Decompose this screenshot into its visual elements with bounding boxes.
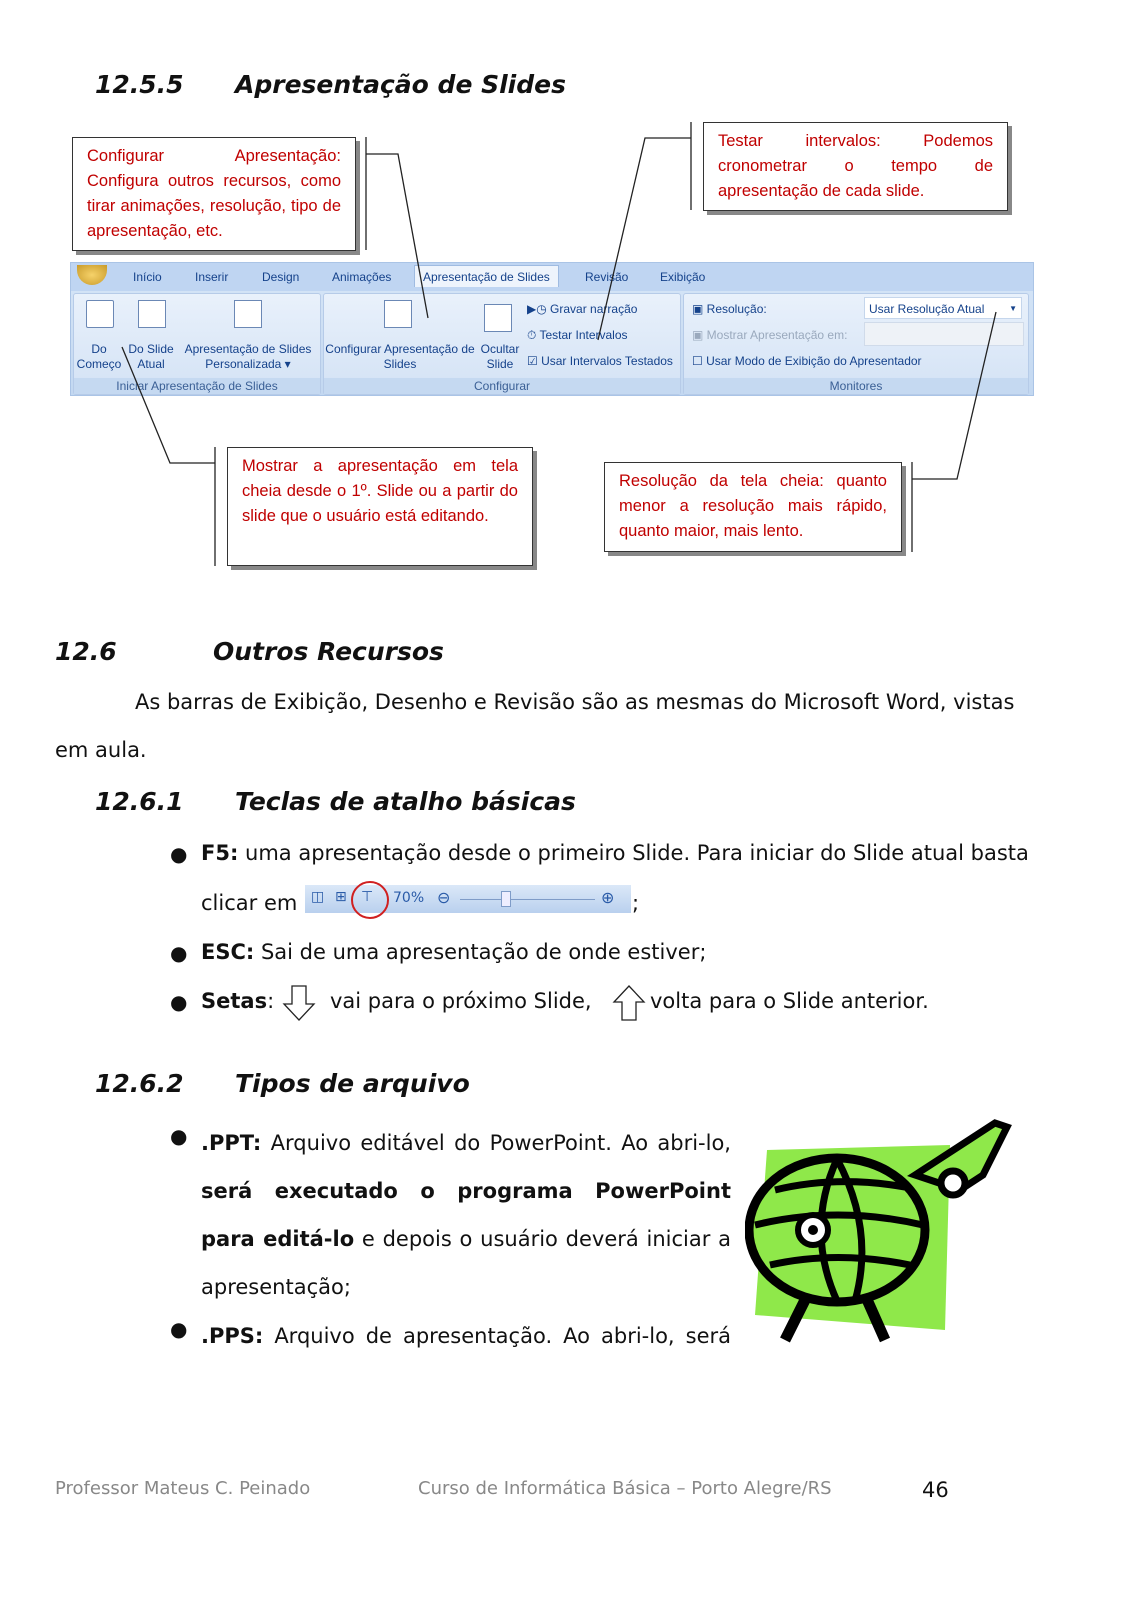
zoom-in-icon[interactable]: ⊕ [601, 888, 615, 907]
resolucao-text: Resolução: [706, 302, 767, 316]
section-title: Apresentação de Slides [235, 70, 566, 99]
modo-apresentador-label: Usar Modo de Exibição do Apresentador [706, 354, 922, 368]
section-title: Tipos de arquivo [235, 1069, 470, 1098]
highlight-circle [351, 881, 389, 919]
ppt-text: Arquivo editável do PowerPoint. Ao abri-lo, [261, 1131, 731, 1155]
setas-item [201, 989, 274, 1013]
chevron-down-icon: ▼ [1009, 304, 1017, 313]
bullet: ● [170, 990, 188, 1014]
up-text: volta para o Slide anterior. [650, 989, 929, 1013]
slide-sorter-icon[interactable]: ⊞ [335, 889, 347, 905]
paragraph-line: As barras de Exibição, Desenho e Revisão são as mesmas do Microsoft Word, vistas [135, 690, 1015, 714]
arrow-up-icon [612, 984, 646, 1022]
zoom-level: 70% [393, 890, 425, 906]
section-number: 12.6 [55, 637, 117, 666]
ocultar-slide-button[interactable]: Ocultar Slide [480, 342, 520, 371]
resolucao-label: ▣ Resolução: [692, 302, 767, 316]
zoom-slider[interactable] [460, 899, 595, 900]
setas-colon: : [267, 989, 275, 1013]
group-label: Configurar [324, 378, 680, 394]
status-bar-snippet [305, 885, 631, 913]
callout-resolucao: Resolução da tela cheia: quanto menor a resolução mais rápido, quanto maior, mais lento. [604, 462, 902, 552]
zoom-slider-thumb[interactable] [501, 891, 511, 907]
f5-end: ; [632, 891, 640, 915]
f5-text: uma apresentação desde o primeiro Slide. Para iniciar do Slide atual basta [238, 841, 1029, 865]
pps-text: Arquivo de apresentação. Ao abri-lo, será [263, 1324, 731, 1348]
gravar-narracao-button[interactable]: ▶◷ Gravar narração [527, 302, 638, 316]
f5-line2: clicar em [201, 891, 298, 915]
paragraph-line: em aula. [55, 738, 147, 762]
do-slide-atual-button[interactable]: Do Slide Atual [128, 342, 174, 371]
callout-lines [0, 0, 1131, 600]
usar-intervalos-label: Usar Intervalos Testados [541, 354, 673, 368]
ppt-bold: será executado o programa PowerPoint para editá-lo [201, 1179, 731, 1251]
slideshow-icon[interactable]: ⊤ [361, 889, 374, 905]
group-label: Monitores [684, 378, 1028, 394]
callout-configurar: Configurar Apresentação: Configura outros recursos, como tirar animações, resolução, tipo de apresentação, etc. [72, 137, 356, 251]
gravar-label: Gravar narração [550, 302, 638, 316]
tab-animacoes[interactable]: Animações [332, 270, 392, 284]
bullet: ● [170, 842, 188, 866]
resolucao-value: Usar Resolução Atual [869, 302, 985, 316]
tab-inicio[interactable]: Início [133, 270, 162, 284]
section-title: Teclas de atalho básicas [235, 787, 576, 816]
tab-inserir[interactable]: Inserir [195, 270, 229, 284]
globe-rocket-clipart [745, 1115, 1025, 1350]
ppt-item [201, 1119, 731, 1311]
pps-key: .PPS: [201, 1324, 264, 1348]
tab-revisao[interactable]: Revisão [585, 270, 629, 284]
bullet: ● [170, 1124, 188, 1148]
tab-design[interactable]: Design [262, 270, 300, 284]
personalizada-button[interactable]: Apresentação de Slides Personalizada ▾ [184, 342, 312, 371]
section-number: 12.6.1 [95, 787, 184, 816]
ppt-text2: e depois o usuário deverá iniciar a apresentação; [201, 1227, 731, 1299]
setas-key: Setas [201, 989, 268, 1013]
page-number: 46 [922, 1478, 949, 1502]
modo-apresentador-checkbox[interactable]: ☐ Usar Modo de Exibição do Apresentador [692, 354, 922, 368]
testar-label: Testar Intervalos [539, 328, 628, 342]
tab-apresentacao[interactable]: Apresentação de Slides [414, 265, 559, 287]
group-label: Iniciar Apresentação de Slides [74, 378, 320, 394]
configurar-button[interactable]: Configurar Apresentação de Slides [325, 342, 475, 371]
section-title: Outros Recursos [213, 637, 444, 666]
esc-item [201, 940, 706, 964]
bullet: ● [170, 941, 188, 965]
bullet: ● [170, 1317, 188, 1341]
mostrar-em-text: Mostrar Apresentação em: [706, 328, 848, 342]
ppt-key: .PPT: [201, 1131, 262, 1155]
f5-key: F5: [201, 841, 239, 865]
arrow-down-icon [282, 984, 316, 1022]
f5-item [201, 841, 1029, 865]
callout-mostrar: Mostrar a apresentação em tela cheia desde o 1º. Slide ou a partir do slide que o usuário está editando. [227, 447, 533, 566]
section-number: 12.6.2 [95, 1069, 184, 1098]
footer-author: Professor Mateus C. Peinado [55, 1478, 311, 1499]
callout-testar: Testar intervalos: Podemos cronometrar o tempo de apresentação de cada slide. [703, 122, 1008, 211]
usar-intervalos-checkbox[interactable]: ☑ Usar Intervalos Testados [527, 354, 673, 368]
testar-intervalos-button[interactable]: ⏱ Testar Intervalos [527, 328, 628, 342]
pps-item [201, 1312, 731, 1360]
mostrar-em-label: ▣ Mostrar Apresentação em: [692, 328, 848, 342]
tab-exibicao[interactable]: Exibição [660, 270, 706, 284]
esc-key: ESC: [201, 940, 255, 964]
do-comeco-button[interactable]: Do Começo [76, 342, 122, 371]
footer-course: Curso de Informática Básica – Porto Alegre/RS [418, 1478, 832, 1499]
zoom-out-icon[interactable]: ⊖ [437, 888, 451, 907]
section-number: 12.5.5 [95, 70, 184, 99]
down-text: vai para o próximo Slide, [330, 989, 592, 1013]
normal-view-icon[interactable]: ◫ [311, 889, 325, 905]
esc-text: Sai de uma apresentação de onde estiver; [254, 940, 707, 964]
